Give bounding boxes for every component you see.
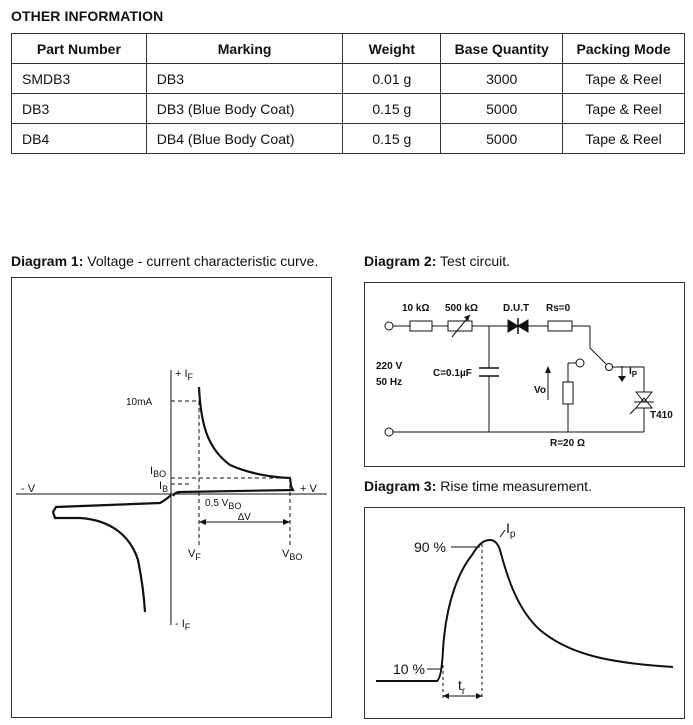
diagram1-caption-bold: Diagram 1: [11,253,84,269]
tr-label: $t_r$ [458,677,466,697]
minus-v-label: - V [21,483,36,495]
label-vo: Vo [534,385,547,396]
cell-packing-mode: Tape & Reel [563,124,685,154]
dashed-guides [171,401,290,545]
label-dut: D.U.T [503,303,530,314]
cell-weight: 0.01 g [343,64,441,94]
diagram2-caption-text: Test circuit. [436,253,511,269]
label-500k: 500 kΩ [445,303,479,314]
cell-packing-mode: Tape & Reel [563,64,685,94]
cell-part-number: DB3 [12,94,147,124]
header-packing-mode: Packing Mode [563,34,685,64]
ten-ma-label: 10mA [126,397,153,408]
resistor-rs [548,321,572,331]
section-title: OTHER INFORMATION [11,8,164,24]
dut-diode-forward [508,320,518,332]
minus-if-label: - $I_F$ [175,618,191,632]
cell-weight: 0.15 g [343,124,441,154]
delta-v-arrow-left [199,519,206,525]
triac-lower [636,398,652,408]
label-ip: $I_P$ [629,366,638,379]
diagram2 [385,315,654,436]
plus-if-label: + $I_F$ [175,368,194,382]
label-r20: R=20 Ω [550,438,585,449]
label-t410: T410 [650,410,673,421]
diagram3-caption-text: Rise time measurement. [436,478,592,494]
cell-base-quantity: 3000 [441,64,563,94]
ip-arrow [618,376,626,382]
cell-packing-mode: Tape & Reel [563,94,685,124]
vbo-label: $V_{BO}$ [282,548,303,562]
ibo-label: $I_{BO}$ [150,465,167,479]
cell-base-quantity: 5000 [441,94,563,124]
diagram1-labels [21,368,317,632]
tr-arrow-left [443,693,449,699]
resistor-10k [410,321,432,331]
negative-iv-curve [53,495,171,612]
vf-label: $V_F$ [188,548,201,562]
dut-diode-reverse [518,320,528,332]
cell-base-quantity: 5000 [441,124,563,154]
header-base-quantity: Base Quantity [441,34,563,64]
ib-label: $I_B$ [159,480,169,494]
header-weight: Weight [343,34,441,64]
tr-arrow-right [476,693,482,699]
cell-weight: 0.15 g [343,94,441,124]
delta-v-arrow-right [283,519,290,525]
header-marking: Marking [146,34,343,64]
cell-part-number: SMDB3 [12,64,147,94]
input-terminal-top [385,322,393,330]
cell-marking: DB4 (Blue Body Coat) [146,124,343,154]
triac-upper [636,392,652,402]
cell-marking: DB3 [146,64,343,94]
label-capacitor: C=0.1µF [433,368,472,379]
ip-peak-label: $I_p$ [506,520,516,540]
label-rs: Rs=0 [546,303,571,314]
switch-contact [606,364,613,371]
rise-time-pulse-curve [376,540,673,681]
resistor-20-ohm [563,382,573,404]
header-part-number: Part Number [12,34,147,64]
label-50hz: 50 Hz [376,377,403,388]
ten-percent-label: 10 % [393,661,425,677]
resistor-500k [448,321,472,331]
vo-terminal [576,359,584,367]
rise-time-guides [443,544,482,700]
cell-marking: DB3 (Blue Body Coat) [146,94,343,124]
delta-v-label: ∆V [238,512,251,523]
positive-iv-curve [173,387,293,496]
switch-blade [590,348,606,364]
label-10k: 10 kΩ [402,303,430,314]
label-220v: 220 V [376,361,403,372]
vo-arrow [545,366,551,373]
diagram1-caption-text: Voltage - current characteristic curve. [83,253,319,269]
ninety-percent-label: 90 % [414,539,446,555]
diagram2-caption-bold: Diagram 2: [364,253,437,269]
diagram1 [16,370,327,625]
input-terminal-bottom [385,428,393,436]
half-vbo-label: 0,5 VBO [205,498,242,511]
plus-v-label: + V [300,483,317,495]
cell-part-number: DB4 [12,124,147,154]
diagram3-caption-bold: Diagram 3: [364,478,437,494]
